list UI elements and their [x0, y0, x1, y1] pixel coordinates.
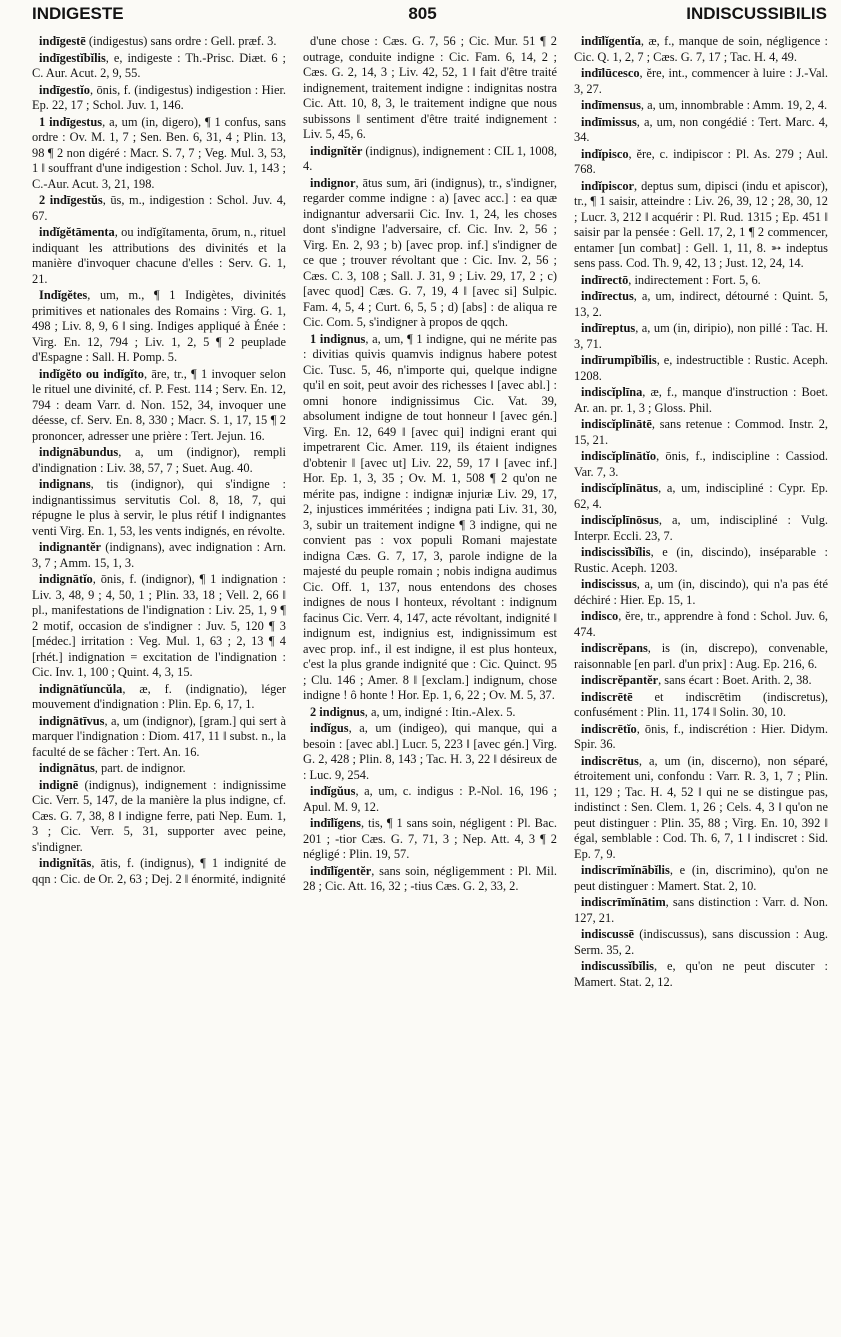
entry-headword: indĭgĕto ou indĭgĭto	[39, 366, 144, 381]
dictionary-entry	[574, 690, 828, 721]
dictionary-entry	[303, 864, 557, 895]
dictionary-entry	[574, 34, 828, 65]
entry-definition: , a, um (indignor), rempli d'indignation : Liv. 38, 57, 7 ; Suet. Aug. 40.	[32, 445, 286, 475]
entry-definition: , æ, f., manque de soin, négligence : Cic. Q. 1, 2, 7 ; Cæs. G. 7, 17 ; Tac. H. 4, 49.	[574, 34, 828, 64]
entry-headword: 1 indīgestus	[39, 114, 103, 129]
entry-headword: indīlĭgentĭa	[581, 34, 641, 48]
entry-definition: , ou indĭgĭtamenta, ōrum, n., rituel indiquant les attributions des divinités et la manière d'invoquer chacune d'elles : Serv. G. 1, 21.	[32, 225, 286, 286]
entry-headword: indiscissĭbĭlis	[581, 545, 651, 559]
dictionary-entry	[574, 289, 828, 320]
dictionary-entry	[32, 778, 286, 856]
entry-headword: indiscussĭbĭlis	[581, 959, 655, 973]
dictionary-entry	[574, 754, 828, 863]
entry-definition: (indiscussus), sans discussion : Aug. Serm. 35, 2.	[574, 927, 828, 957]
dictionary-entry	[574, 927, 828, 958]
entry-headword: indignābundus	[39, 445, 119, 459]
dictionary-entry	[303, 705, 557, 721]
dictionary-entry	[574, 641, 828, 672]
entry-definition: , ātus sum, āri (indignus), tr., s'indigner, regarder comme indigne : a) [avec acc.] : ea quæ indignantur adversarii Cic. Inv. 1, 24, les choses dont s'indigne l'adversaire, cf. Cic. Inv. 2, 56 ; Virg. En. 2, 93 ; b) [avec prop. inf.] s'indigner de ce que ; trouver révoltant que : Cic. Inv. 2, 56 ; Cæs. C. 3, 108 ; Sall. J. 31, 9 ; Liv. 29, 17, 2 ; c) [avec quod] Cæs. G. 7, 19, 4 ‖ [avec si] Sulpic. Fam. 4, 5, 4 ; Curt. 6, 5, 5 ; d) [abs] : de aliqua re Cic. Com. 5, s'indigner à propos de qqch.	[303, 175, 557, 329]
column-middle	[303, 34, 557, 1332]
dictionary-entry	[574, 609, 828, 640]
dictionary-entry	[32, 761, 286, 777]
dictionary-entry	[574, 513, 828, 544]
dictionary-entry	[574, 98, 828, 114]
entry-definition: , tis, ¶ 1 sans soin, négligent : Pl. Bac. 201 ; -tior Cæs. G. 7, 71, 3 ; Nep. Att. 4, 3 ¶ 2 négligé : Plin. 19, 57.	[303, 816, 557, 861]
dictionary-entry	[32, 51, 286, 82]
entry-headword: 2 indignus	[310, 704, 365, 719]
dictionary-entry	[574, 385, 828, 416]
dictionary-entry	[574, 147, 828, 178]
dictionary-entry	[574, 417, 828, 448]
dictionary-entry	[303, 332, 557, 704]
entry-headword: indiscrĕpantĕr	[581, 673, 659, 687]
entry-definition: , a, um (in, digero), ¶ 1 confus, sans ordre : Ov. M. 1, 7 ; Sen. Ben. 6, 31, 4 ; Plin. 13, 98 ¶ 2 non digéré : Macr. S. 7, 7 ; Veg. Mul. 3, 53, 1 ‖ souffrant d'une indigestion : Schol. Juv. 1, 143 ; C.-Aur. Acut. 3, 21, 198.	[32, 114, 286, 191]
dictionary-entry	[574, 722, 828, 753]
dictionary-entry	[32, 714, 286, 761]
entry-headword: Indĭgĕtes	[39, 288, 88, 302]
dictionary-entry	[32, 288, 286, 366]
dictionary-entry	[574, 321, 828, 352]
entry-definition: , ĕre, tr., apprendre à fond : Schol. Juv. 6, 474.	[574, 609, 828, 639]
entry-headword: indignātĭo	[39, 572, 93, 586]
entry-definition: , a, um (in, discerno), non séparé, étroitement uni, confondu : Varr. R. 3, 1, 7 ; Plin. 11, 129 ; Tac. H. 4, 52 ‖ qui ne se distingue pas, indistinct : Sen. Clem. 1, 26 ; Cels. 4, 3 ‖ qu'on ne peut distinguer : Plin. 35, 88 ; Virg. En. 10, 392 ‖ égal, semblable : Cod. Th. 6, 7, 1 ‖ indiscret : Sid. Ep. 7, 9.	[574, 753, 828, 861]
dictionary-entry	[574, 673, 828, 689]
entry-definition: , ūs, m., indigestion : Schol. Juv. 4, 67.	[32, 193, 286, 223]
entry-headword: indīgestē	[39, 34, 86, 48]
running-head	[0, 4, 841, 30]
dictionary-entry	[574, 449, 828, 480]
entry-definition: , a, um (indignor), [gram.] qui sert à marquer l'indignation : Diom. 417, 11 ‖ subst. n., la faculté de se fâcher : Tert. An. 16.	[32, 713, 286, 759]
entry-definition: , a, um (in, diripio), non pillé : Tac. H. 3, 71.	[574, 321, 828, 351]
dictionary-entry	[574, 273, 828, 289]
dictionary-entry	[32, 83, 286, 114]
entry-definition: , ĕre, int., commencer à luire : J.-Val. 3, 27.	[574, 66, 828, 96]
entry-definition: (indignans), avec indignation : Arn. 3, 7 ; Amm. 15, 1, 3.	[32, 540, 286, 570]
entry-definition: , a, um, non congédié : Tert. Marc. 4, 34.	[574, 114, 828, 144]
dictionary-entry	[32, 572, 286, 681]
entry-headword: indiscussē	[581, 927, 635, 941]
entry-definition: (indignus), indignement : CIL 1, 1008, 4.	[303, 143, 557, 173]
entry-headword: indīgestĭo	[39, 82, 90, 97]
dictionary-entry	[574, 863, 828, 894]
entry-headword: indĭgĕtāmenta	[39, 225, 115, 239]
entry-definition: , ōnis, f. (indigestus) indigestion : Hier. Ep. 22, 17 ; Schol. Juv. 1, 146.	[32, 82, 286, 112]
dictionary-entry	[32, 225, 286, 287]
entry-definition: , āre, tr., ¶ 1 invoquer selon le rituel une divinité, cf. P. Fest. 114 ; Serv. En. 12, 794 : deam Varr. d. Non. 152, 34, invoquer une déesse, cf. Serv. En. 8, 330 ; Macr. S. 1, 17, 15 ¶ 2 prononcer, adresser une prière : Tert. Jejun. 16.	[32, 366, 286, 443]
dictionary-entry	[32, 115, 286, 193]
entry-definition: , ōnis, f., indiscipline : Cassiod. Var. 7, 3.	[574, 449, 828, 479]
entry-definition: , deptus sum, dipisci (indu et apiscor), tr., ¶ 1 saisir, atteindre : Liv. 26, 39, 12 ; 28, 30, 12 ; Lucr. 3, 212 ‖ acquérir : Pl. Rud. 1315 ; Ep. 451 ‖ saisir par la pensée : Gell. 17, 2, 1 ¶ 2 commencer, entamer [un combat] : Gell. 1, 11, 8. ➳ indeptus sens pass. Cod. Th. 9, 42, 13 ; Just. 12, 24, 14.	[574, 178, 828, 270]
entry-headword: indīlĭgentĕr	[310, 863, 372, 878]
entry-headword: indignans	[39, 477, 91, 491]
entry-definition: , e (in, discindo), inséparable : Rustic. Aceph. 1203.	[574, 545, 828, 575]
entry-definition: , a, um, indiscipliné : Cypr. Ep. 62, 4.	[574, 481, 828, 511]
entry-definition: et indiscrētim (indiscretus), confusément : Plin. 11, 174 ‖ Solin. 30, 10.	[574, 689, 828, 719]
dictionary-entry	[32, 193, 286, 224]
page-number: 805	[408, 4, 437, 23]
entry-headword: indīreptus	[581, 321, 636, 335]
entry-definition: , is (in, discrepo), convenable, raisonnable [en parl. d'un prix] : Aug. Ep. 216, 6.	[574, 641, 828, 671]
entry-definition: , um, m., ¶ 1 Indigètes, divinités primitives et nationales des Romains : Virg. G. 1, 498 ; Liv. 8, 9, 6 ‖ sing. Indiges appliqué à Énée : Virg. En. 12, 794 ; Liv. 1, 2, 5 ¶ 2 peuplade d'Espagne : Sall. H. Pomp. 5.	[32, 288, 286, 364]
entry-definition: , tis (indignor), qui s'indigne : indignantissimus servitutis Col. 8, 18, 7, qui répugne le plus à servir, le plus rétif ‖ indignantes venti Virg. En. 1, 53, les vents indignés, en révolte.	[32, 477, 286, 538]
entry-definition: , ĕre, c. indipiscor : Pl. As. 279 ; Aul. 768.	[574, 146, 828, 176]
entry-headword: 2 indīgestŭs	[39, 193, 103, 207]
entry-definition: , ōnis, f., indiscrétion : Hier. Didym. Spir. 36.	[574, 721, 828, 751]
entry-headword: indīrumpĭbĭlis	[581, 353, 657, 367]
entry-definition: , a, um, indigné : Itin.-Alex. 5.	[364, 704, 516, 719]
entry-headword: indiscrētē	[581, 689, 633, 704]
entry-definition: , e, indigeste : Th.-Prisc. Diæt. 6 ; C. Aur. Acut. 2, 9, 55.	[32, 50, 286, 80]
entry-headword: indignantĕr	[39, 540, 101, 554]
dictionary-entry	[574, 481, 828, 512]
entry-headword: indĭpisco	[581, 146, 629, 161]
dictionary-entry	[303, 784, 557, 815]
entry-headword: indĭgus	[310, 721, 349, 735]
entry-definition: , a, um (indigeo), qui manque, qui a besoin : [avec abl.] Lucr. 5, 223 ‖ [avec gén.] Virg. G. 2, 428 ; Plin. 8, 143 ; Tac. H. 3, 22 ‖ désireux de : Luc. 9, 254.	[303, 721, 557, 782]
entry-headword: indīmensus	[581, 98, 641, 112]
dictionary-entry	[303, 34, 557, 143]
entry-headword: indiscrētĭo	[581, 721, 637, 736]
dictionary-entry	[32, 856, 286, 887]
running-head-first-word: INDIGESTE	[32, 4, 124, 23]
entry-headword: indiscĭplīnātus	[581, 481, 659, 495]
dictionary-entry	[574, 895, 828, 926]
column-left	[32, 34, 286, 1332]
dictionary-entry	[303, 144, 557, 175]
entry-headword: indignātus	[39, 761, 95, 775]
entry-headword: indĭgŭus	[310, 784, 356, 798]
entry-definition: , e, qu'on ne peut discuter : Mamert. Stat. 2, 12.	[574, 959, 828, 989]
entry-headword: indiscrĕpans	[581, 641, 648, 655]
dictionary-entry	[303, 721, 557, 783]
dictionary-entry	[574, 179, 828, 272]
entry-headword: indignor	[310, 175, 356, 190]
entry-definition: , sans écart : Boet. Arith. 2, 38.	[658, 673, 812, 687]
entry-definition: , part. de indignor.	[94, 761, 186, 775]
text-columns	[32, 34, 828, 1332]
entry-headword: indĭpiscor	[581, 178, 635, 193]
dictionary-entry	[574, 545, 828, 576]
entry-headword: indisco	[581, 609, 619, 623]
dictionary-entry	[303, 816, 557, 863]
entry-headword: indignātīvus	[39, 713, 105, 728]
entry-headword: indignĭtās	[39, 856, 92, 870]
entry-headword: 1 indignus	[310, 331, 366, 346]
entry-headword: indiscrīmĭnātim	[581, 895, 666, 909]
entry-definition: , e (in, discrimino), qu'on ne peut distinguer : Mamert. Stat. 2, 10.	[574, 863, 828, 893]
entry-headword: indīrectus	[581, 289, 634, 303]
entry-definition: , sans soin, négligemment : Pl. Mil. 28 ; Cic. Att. 16, 32 ; -tius Cæs. G. 2, 33, 2.	[303, 863, 557, 893]
entry-definition: , a, um, indirect, détourné : Quint. 5, 13, 2.	[574, 289, 828, 319]
entry-definition: , a, um (in, discindo), qui n'a pas été déchiré : Hier. Ep. 15, 1.	[574, 577, 828, 607]
entry-definition: , a, um, indiscipliné : Vulg. Interpr. Eccli. 23, 7.	[574, 513, 828, 543]
entry-definition: , a, um, c. indigus : P.-Nol. 16, 196 ; Apul. M. 9, 12.	[303, 784, 557, 814]
dictionary-entry	[32, 682, 286, 713]
dictionary-entry	[32, 445, 286, 476]
dictionary-entry	[574, 959, 828, 990]
entry-definition: , indirectement : Fort. 5, 6.	[628, 272, 761, 287]
dictionary-entry	[574, 577, 828, 608]
entry-headword: indīlĭgens	[310, 816, 361, 830]
dictionary-entry	[32, 477, 286, 539]
entry-headword: indignātĭuncŭla	[39, 681, 123, 696]
entry-headword: indīrectō	[581, 272, 629, 287]
entry-headword: indiscĭplīna	[581, 385, 643, 399]
entry-headword: indiscrētus	[581, 753, 639, 768]
entry-definition: , e, indestructible : Rustic. Aceph. 1208.	[574, 353, 828, 383]
running-head-last-word: INDISCUSSIBILIS	[686, 4, 827, 23]
entry-headword: indignē	[39, 777, 79, 792]
entry-definition: , sans distinction : Varr. d. Non. 127, 21.	[574, 895, 828, 925]
entry-headword: indiscrīmĭnābĭlis	[581, 863, 670, 877]
entry-headword: indīgestĭbĭlis	[39, 50, 106, 65]
entry-definition: , æ, f. (indignatio), léger mouvement d'indignation : Plin. Ep. 6, 17, 1.	[32, 681, 286, 711]
entry-headword: indiscĭplīnātĭo	[581, 449, 657, 463]
entry-definition: (indigestus) sans ordre : Gell. præf. 3.	[85, 34, 277, 48]
column-right	[574, 34, 828, 1332]
dictionary-entry	[32, 367, 286, 445]
dictionary-entry	[32, 34, 286, 50]
entry-definition: , a, um, ¶ 1 indigne, qui ne mérite pas : divitias quivis quamvis indignus habere potest Cic. Tusc. 5, 46, n'importe qui, quelque indigne qu'il en soit, peut avoir des richesses ‖ [avec abl.] : omni honore indignissimus Cic. Vat. 39, absolument indigne de tout honneur ‖ [avec gén.] Virg. En. 12, 649 ‖ [avec qui] indigni erant qui impetrarent Cic. Amer. 119, ils étaient indignes d'obtenir ‖ [avec ut] Liv. 22, 59, 17 ‖ [avec inf.] Hor. Ep. 1, 3, 35 ; Ov. M. 1, 508 ¶ 2 qu'on ne mérite pas, indigne : indignæ injuriæ Liv. 29, 17, 2, injustices imméritées ; indigna pati Liv. 31, 30, 3, subir un traitement indigne ¶ 3 indigne, qui ne convient pas : vox populi Romani majestate indigna Cæs. G. 7, 17, 3, parole indigne de la majesté du peuple romain ; nobis indigna audimus Cic. Off. 1, 137, nous entendons des choses indignes de nous ‖ honteux, révoltant : indignum facinus Cic. Verr. 4, 147, acte révoltant, indignité ‖ indignum est, indignius est, indignissimum est avec prop. inf., il est indigne, il est plus honteux, c'est la plus grande indignité que : Cic. Quinct. 95 ; Clu. 146 ; Amer. 8 ‖ [exclam.] indignum, chose indigne ! ô honte ! Hor. Ep. 1, 6, 22 ; Ov. M. 5, 37.	[303, 331, 557, 702]
entry-headword: indiscĭplīnātē	[581, 417, 652, 431]
entry-headword: indiscissus	[581, 577, 637, 591]
entry-definition: d'une chose : Cæs. G. 7, 56 ; Cic. Mur. 51 ¶ 2 outrage, conduite indigne : Cic. Fam. 6, 14, 2 ; Cæs. G. 2, 14, 3 ; Liv. 42, 52, 1 ‖ fait d'être traité indignement, traitement indigne : indignitas nostra Cic. Att. 10, 8, 3, le traitement indigne que nous subissons ‖ sentiment d'être traité indignement : Liv. 5, 45, 6.	[303, 34, 557, 141]
dictionary-entry	[574, 353, 828, 384]
entry-definition: , a, um, innombrable : Amm. 19, 2, 4.	[640, 98, 828, 112]
entry-headword: indīlūcesco	[581, 66, 640, 80]
dictionary-entry	[574, 66, 828, 97]
entry-definition: , ātis, f. (indignus), ¶ 1 indignité de qqn : Cic. de Or. 2, 63 ; Dej. 2 ‖ énormité, indignité	[32, 856, 286, 886]
entry-headword: indignĭtĕr	[310, 143, 363, 158]
entry-definition: , ōnis, f. (indignor), ¶ 1 indignation : Liv. 3, 48, 9 ; 4, 50, 1 ; Plin. 33, 18 ; Vell. 2, 66 ‖ pl., manifestations de l'indignation : Liv. 25, 1, 9 ¶ 2 motif, occasion de s'indigner : Juv. 5, 120 ¶ 3 [médec.] irritation : Veg. Mul. 1, 63 ; 2, 13 ¶ 4 [rhét.] indignation = excitation de l'indignation : Cic. Inv. 1, 100 ; Quint. 4, 3, 15.	[32, 572, 286, 679]
dictionary-entry	[32, 540, 286, 571]
entry-headword: indīmissus	[581, 114, 637, 129]
entry-definition: , sans retenue : Commod. Instr. 2, 15, 21.	[574, 417, 828, 447]
entry-definition: (indignus), indignement : indignissime Cic. Verr. 5, 147, de la manière la plus indigne, cf. Cæs. G. 7, 38, 8 ‖ indigne ferre, pati Nep. Eum. 1, 3 ; Cic. Verr. 5, 31, supporter avec peine, s'indigner.	[32, 777, 286, 854]
entry-definition: , æ, f., manque d'instruction : Boet. Ar. an. pr. 1, 3 ; Gloss. Phil.	[574, 385, 828, 415]
dictionary-entry	[303, 176, 557, 331]
entry-headword: indiscĭplīnōsus	[581, 513, 659, 527]
dictionary-entry	[574, 115, 828, 146]
